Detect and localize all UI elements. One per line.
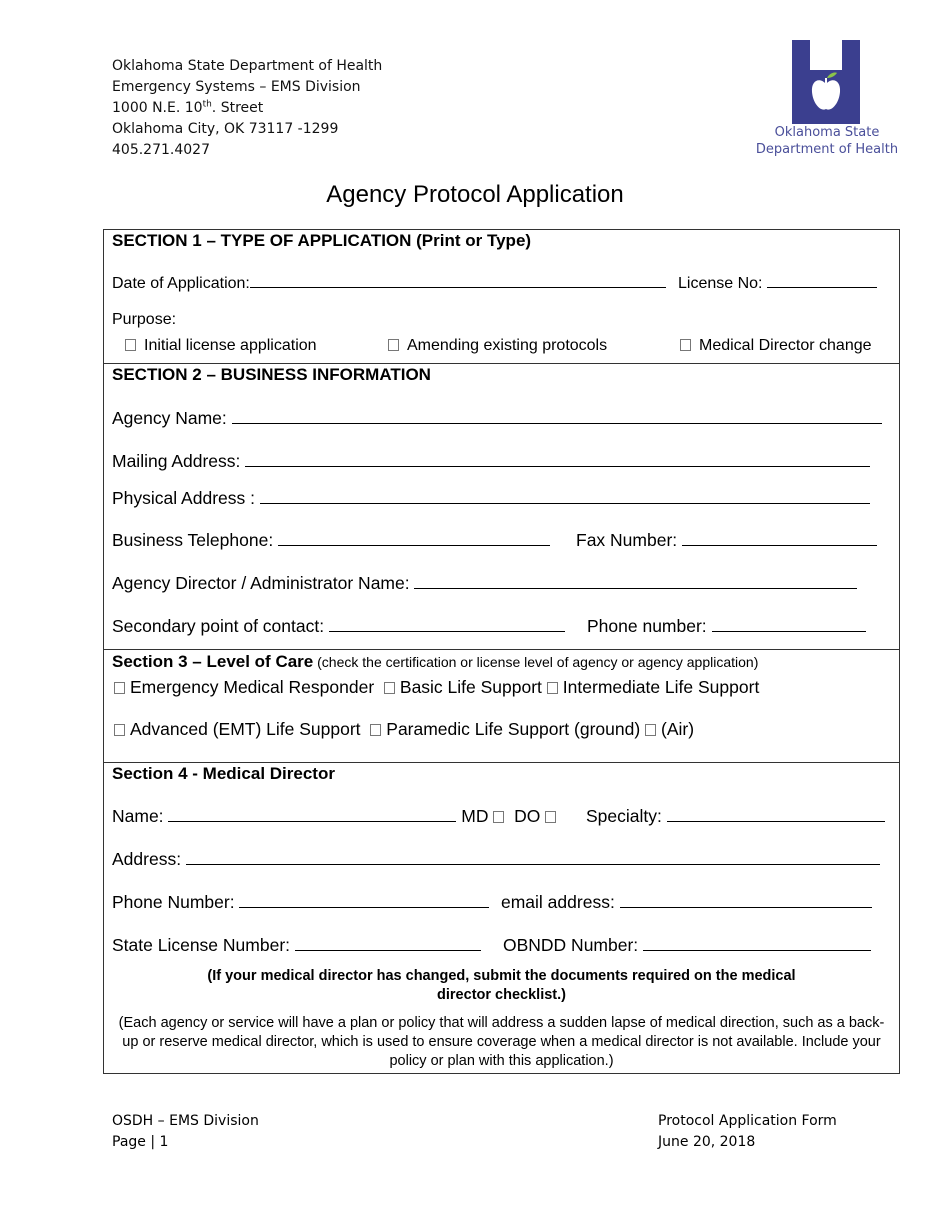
footer-left [112, 1111, 259, 1153]
checkbox[interactable] [125, 339, 136, 351]
osdh-logo [752, 40, 902, 158]
page-title: Agency Protocol Application [326, 181, 624, 208]
fax-field[interactable] [682, 531, 877, 546]
mailing-address-row: Mailing Address: [112, 451, 870, 472]
purpose-option-amending[interactable]: Amending existing protocols [388, 337, 607, 355]
street-address: 1000 N.E. 10th. Street [112, 99, 264, 116]
section3-heading: Section 3 – Level of Care (check the certification or license level of agency or agency application) [112, 652, 759, 671]
agency-name-row: Agency Name: [112, 408, 882, 429]
md-address-field[interactable] [186, 850, 880, 865]
md-email-row: email address: [501, 892, 872, 913]
agency-name-field[interactable] [232, 409, 882, 424]
checkbox[interactable] [388, 339, 399, 351]
obndd-row: OBNDD Number: [503, 935, 871, 956]
md-change-note: (If your medical director has changed, submit the documents required on the medical director checklist.) [207, 968, 796, 1003]
footer-form-name: Protocol Application Form [658, 1113, 837, 1129]
level-emr[interactable]: Emergency Medical Responder [114, 677, 374, 697]
license-label: License No: [678, 275, 763, 292]
md-phone-field[interactable] [239, 893, 489, 908]
md-lapse-policy-note: (Each agency or service will have a plan or policy that will address a sudden lapse of medical direction, such as a back-up or reserve medical director, which is used to ensure coverage when a medical director is not available. Include your policy or plan with this application.) [118, 1015, 885, 1069]
business-telephone-row: Business Telephone: [112, 530, 550, 551]
division-name: Emergency Systems – EMS Division [112, 79, 361, 95]
date-label: Date of Application: [112, 275, 250, 292]
obndd-field[interactable] [643, 936, 871, 951]
md-address-row: Address: [112, 849, 880, 870]
state-license-row: State License Number: [112, 935, 481, 956]
secondary-phone-row: Phone number: [587, 616, 866, 637]
md-name-field[interactable] [168, 807, 456, 822]
section-divider [103, 363, 900, 364]
md-phone-row: Phone Number: [112, 892, 489, 913]
agency-address-block [112, 56, 382, 161]
director-name-row: Agency Director / Administrator Name: [112, 573, 857, 594]
do-option[interactable]: DO [514, 806, 556, 826]
date-of-application-row [112, 273, 666, 293]
secondary-phone-field[interactable] [712, 617, 866, 632]
secondary-contact-row: Secondary point of contact: [112, 616, 565, 637]
section4-heading: Section 4 - Medical Director [112, 764, 335, 783]
logo-line-1: Oklahoma State [774, 125, 880, 140]
city-line: Oklahoma City, OK 73117 -1299 [112, 121, 339, 137]
secondary-contact-field[interactable] [329, 617, 565, 632]
section1-heading: SECTION 1 – TYPE OF APPLICATION (Print or Type) [112, 231, 532, 250]
logo-line-2: Department of Health [755, 142, 899, 157]
purpose-option-initial[interactable]: Initial license application [125, 337, 317, 355]
md-option[interactable]: MD [461, 806, 504, 826]
level-row-1 [114, 677, 759, 698]
specialty-field[interactable] [667, 807, 885, 822]
level-ils[interactable]: Intermediate Life Support [547, 677, 760, 697]
fax-row: Fax Number: [576, 530, 877, 551]
date-field[interactable] [250, 273, 666, 288]
physical-address-row: Physical Address : [112, 488, 870, 509]
physical-address-field[interactable] [260, 489, 870, 504]
purpose-option-md-change[interactable]: Medical Director change [680, 337, 872, 355]
checkbox[interactable] [680, 339, 691, 351]
license-row [678, 273, 877, 293]
director-name-field[interactable] [414, 574, 857, 589]
osdh-h-apple-icon [792, 40, 860, 124]
footer-date: June 20, 2018 [658, 1134, 756, 1150]
section2-heading: SECTION 2 – BUSINESS INFORMATION [112, 365, 431, 384]
level-bls[interactable]: Basic Life Support [384, 677, 542, 697]
footer-page-number: Page | 1 [112, 1134, 169, 1150]
mailing-address-field[interactable] [245, 452, 870, 467]
level-als[interactable]: Advanced (EMT) Life Support [114, 719, 361, 739]
specialty-row: Specialty: [586, 806, 885, 827]
footer-division: OSDH – EMS Division [112, 1113, 259, 1129]
md-name-row: Name: MD DO [112, 806, 556, 827]
org-name: Oklahoma State Department of Health [112, 58, 383, 74]
purpose-label: Purpose: [112, 311, 177, 328]
license-field[interactable] [767, 273, 877, 288]
phone-line: 405.271.4027 [112, 142, 210, 158]
level-paramedic-ground[interactable]: Paramedic Life Support (ground) [370, 719, 640, 739]
level-air[interactable]: (Air) [645, 719, 694, 739]
md-email-field[interactable] [620, 893, 872, 908]
section-divider [103, 649, 900, 650]
level-row-2 [114, 719, 694, 740]
section-divider [103, 762, 900, 763]
footer-right [658, 1111, 837, 1153]
business-telephone-field[interactable] [278, 531, 550, 546]
state-license-field[interactable] [295, 936, 481, 951]
